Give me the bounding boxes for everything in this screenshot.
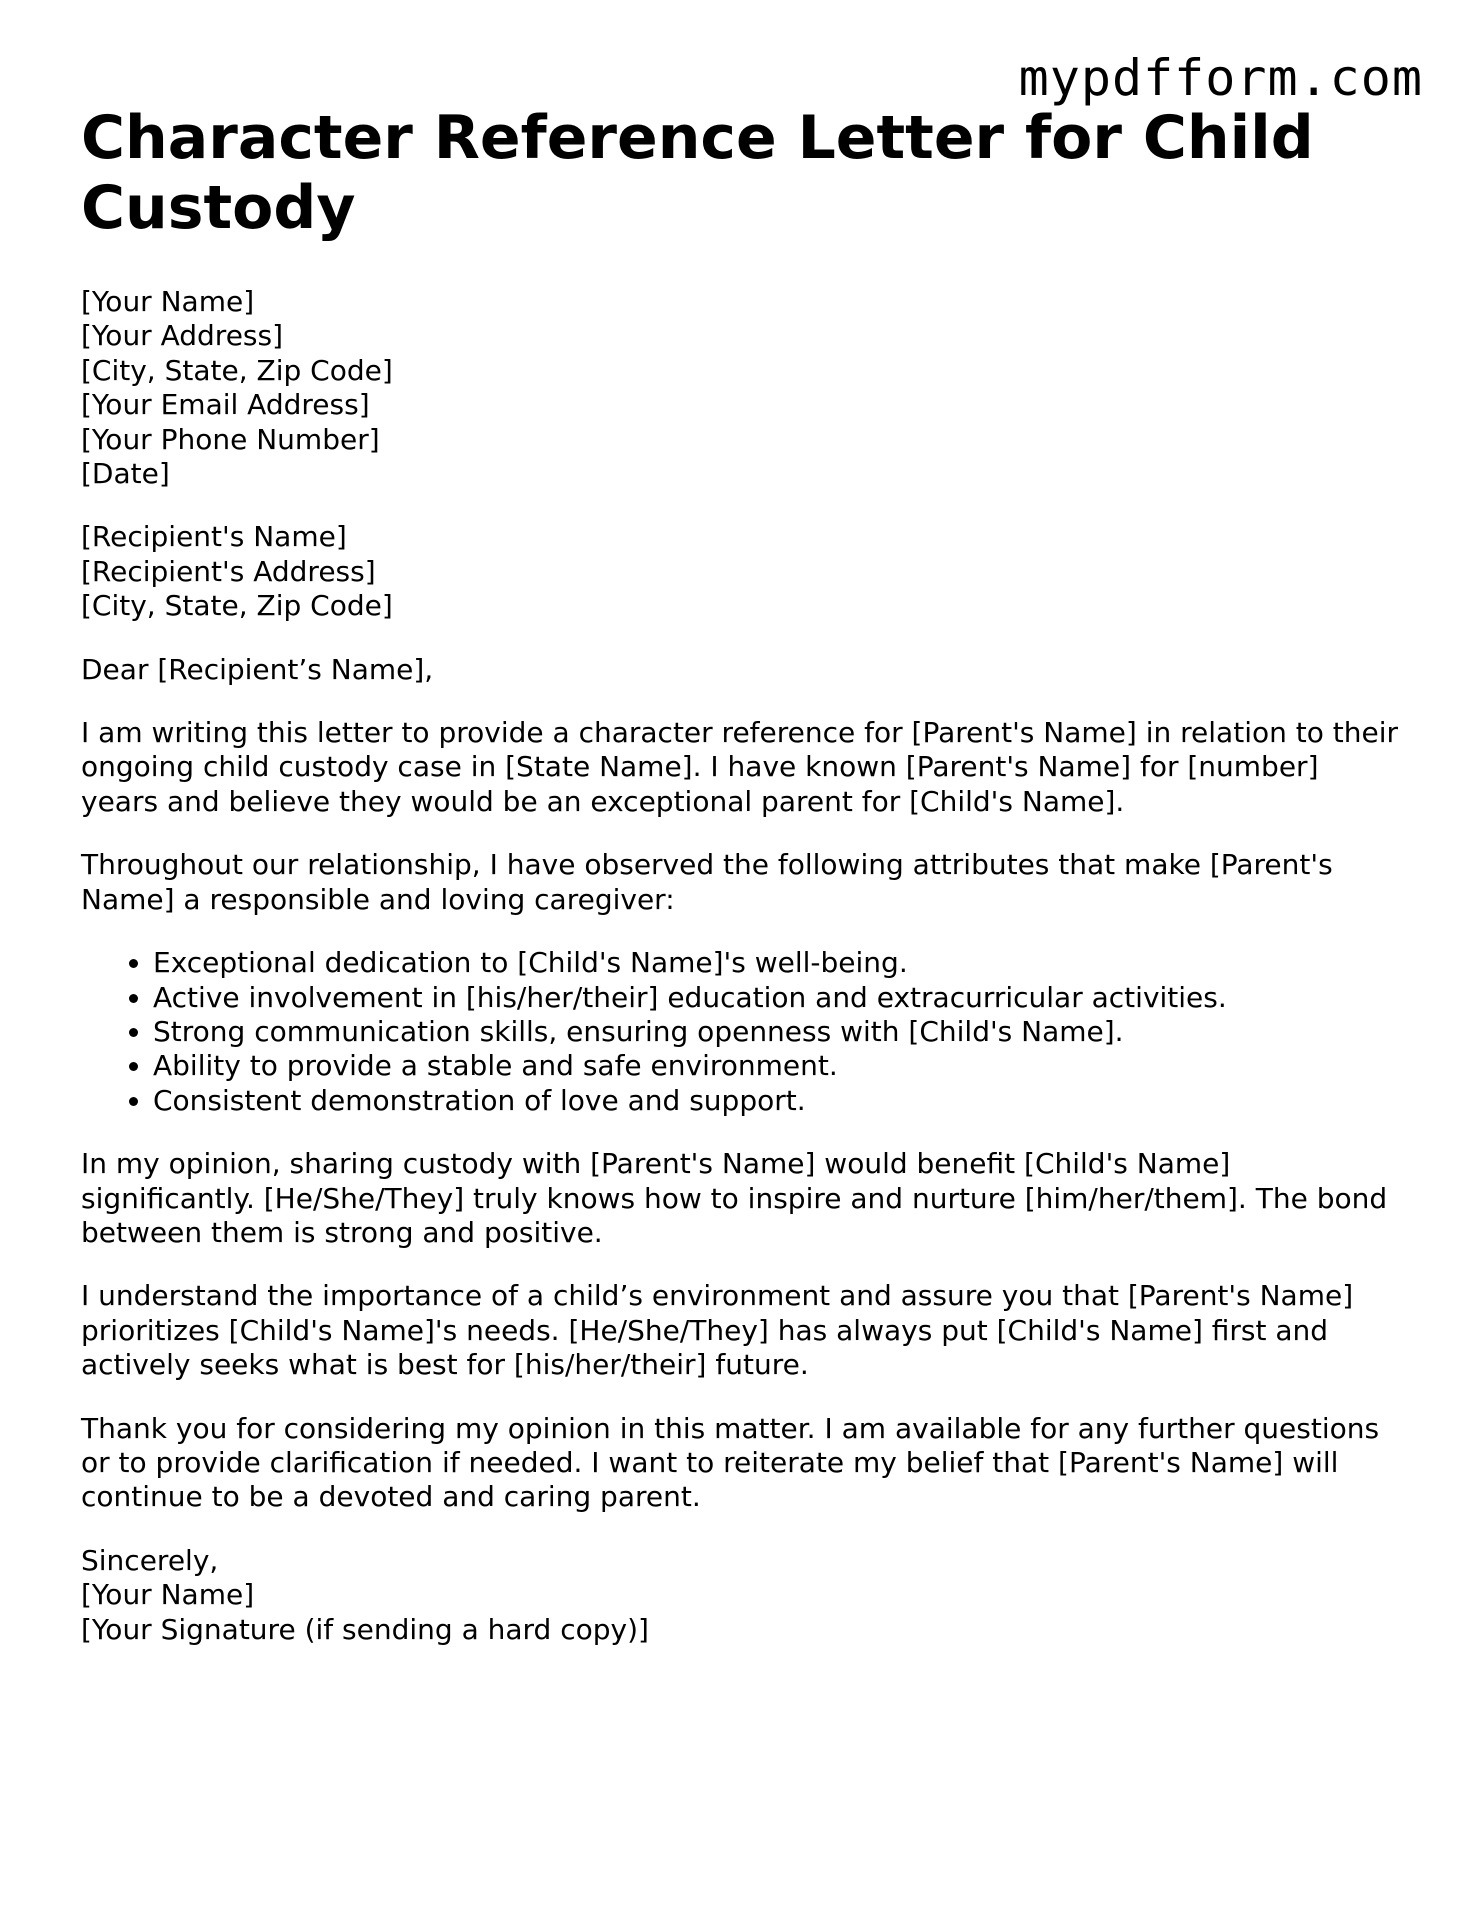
priorities-paragraph: I understand the importance of a child’s environment and assure you that [Parent's Name] prioritizes [Child's Name]'s needs. [He/She/They] has always put [Child's Name] first and actively seeks what is best for [his/her/their] future. <box>81 1279 1354 1382</box>
intro-paragraph: I am writing this letter to provide a character reference for [Parent's Name] in relation to their ongoing child custody case in [State Name]. I have known [Parent's Name] for [number] years and believe they would be an exceptional parent for [Child's Name]. <box>81 716 1398 818</box>
recipient-address-block <box>81 520 1401 623</box>
sender-phone: [Your Phone Number] <box>81 422 380 456</box>
letter-title: Character Reference Letter for Child Custody <box>81 103 1314 243</box>
signoff-block <box>81 1544 1401 1647</box>
thank-you-paragraph: Thank you for considering my opinion in this matter. I am available for any further questions or to provide clarification if needed. I want to reiterate my belief that [Parent's Name] will continue to be a devoted and caring parent. <box>81 1411 1380 1514</box>
recipient-name: [Recipient's Name] <box>81 520 347 554</box>
list-item: • Ability to provide a stable and safe environment. <box>153 1049 1401 1083</box>
recipient-address: [Recipient's Address] <box>81 554 376 588</box>
attributes-intro-paragraph: Throughout our relationship, I have observed the following attributes that make [Parent's Name] a responsible and loving caregiver: <box>81 848 1333 916</box>
list-item: • Active involvement in [his/her/their] education and extracurricular activities. <box>153 981 1401 1015</box>
recipient-city-state-zip: [City, State, Zip Code] <box>81 589 393 623</box>
sender-name: [Your Name] <box>81 285 255 318</box>
letter-date: [Date] <box>81 457 170 491</box>
letter-page <box>81 103 1401 1676</box>
opinion-paragraph: In my opinion, sharing custody with [Parent's Name] would benefit [Child's Name] significantly. [He/She/They] truly knows how to inspire and nurture [him/her/them]. The bond between them is strong and positive. <box>81 1147 1388 1249</box>
closing-phrase: Sincerely, <box>81 1543 219 1577</box>
site-watermark: mypdfform.com <box>1018 49 1423 107</box>
sender-email: [Your Email Address] <box>81 388 370 422</box>
sender-address: [Your Address] <box>81 319 284 353</box>
list-item: • Exceptional dedication to [Child's Name]'s well-being. <box>153 946 1401 980</box>
signature-placeholder: [Your Signature (if sending a hard copy)] <box>81 1612 649 1646</box>
attributes-list <box>81 946 1401 1118</box>
list-item: • Consistent demonstration of love and support. <box>153 1084 1401 1118</box>
sender-city-state-zip: [City, State, Zip Code] <box>81 353 393 387</box>
list-item: • Strong communication skills, ensuring openness with [Child's Name]. <box>153 1015 1401 1049</box>
salutation: Dear [Recipient’s Name], <box>81 652 434 686</box>
sender-address-block <box>81 285 1401 491</box>
signoff-name: [Your Name] <box>81 1578 255 1612</box>
